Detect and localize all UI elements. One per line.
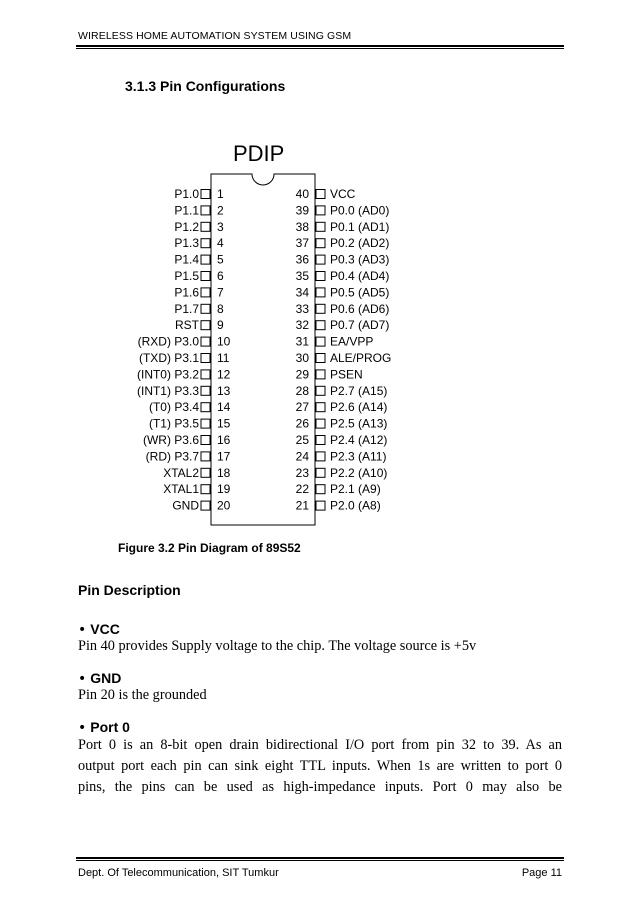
pin-lead [316, 386, 325, 395]
pin-number: 16 [217, 433, 231, 447]
pin-lead [316, 190, 325, 199]
pin-label: P0.7 (AD7) [330, 318, 390, 333]
pin-number: 20 [217, 498, 231, 513]
pin-lead [201, 255, 210, 264]
pin-number: 31 [295, 334, 309, 349]
pin-lead [316, 239, 325, 248]
pin-label: P0.1 (AD1) [330, 219, 390, 234]
pin-number: 19 [217, 482, 231, 497]
pin-lead [316, 288, 325, 297]
footer [78, 867, 562, 879]
pin-label: VCC [330, 187, 356, 201]
pin-lead [316, 452, 325, 461]
pin-label: P0.3 (AD3) [330, 252, 390, 267]
pin-number: 32 [295, 318, 309, 333]
bullet-icon: • [78, 671, 87, 687]
pin-label: XTAL1 [163, 482, 199, 497]
pin-number: 38 [295, 219, 309, 234]
pin-number: 17 [217, 449, 231, 464]
pin-label: P2.1 (A9) [330, 482, 381, 497]
pin-number: 36 [295, 252, 309, 267]
pin-lead [316, 206, 325, 215]
pin-lead [201, 337, 210, 346]
pin-number: 24 [295, 449, 309, 464]
pin-number: 28 [295, 383, 309, 398]
pin-label: (T0) P3.4 [148, 400, 199, 415]
pin-number: 39 [295, 203, 309, 218]
pin-label: P1.5 [174, 269, 199, 283]
pin-number: 12 [217, 367, 231, 382]
pin-lead [201, 485, 210, 494]
pin-label: PSEN [330, 367, 363, 382]
pin-label: XTAL2 [163, 465, 199, 480]
pin-lead [201, 419, 210, 428]
pin-label: P0.5 (AD5) [330, 285, 390, 300]
pin-label: P2.2 (A10) [330, 465, 388, 480]
pin-number: 6 [217, 269, 224, 283]
pin-number: 27 [295, 400, 309, 415]
pin-lead [316, 337, 325, 346]
pin-lead [316, 468, 325, 477]
pin-number: 34 [295, 285, 309, 300]
pin-lead [201, 452, 210, 461]
pin-lead [201, 206, 210, 215]
pin-number: 1 [217, 187, 224, 201]
pin-number: 15 [217, 416, 231, 431]
pin-label: P0.2 (AD2) [330, 236, 390, 251]
pin-lead [201, 272, 210, 281]
vcc-text: Pin 40 provides Supply voltage to the chip. The voltage source is +5v [78, 638, 477, 654]
section-title: 3.1.3 Pin Configurations [125, 78, 286, 94]
port0-text-line-1: Port 0 is an 8-bit open drain bidirectional I/O port from pin 32 to 39. As an [78, 737, 562, 753]
pin-label: GND [172, 498, 199, 513]
pin-lead [316, 255, 325, 264]
pin-label: (T1) P3.5 [148, 416, 199, 431]
bullet-icon: • [78, 720, 87, 736]
pin-number: 3 [217, 219, 224, 234]
pin-number: 5 [217, 252, 224, 267]
pin-label: RST [175, 318, 199, 333]
pin-lead [316, 222, 325, 231]
pin-lead [201, 222, 210, 231]
pin-label: P2.7 (A15) [330, 383, 388, 398]
pin-label: ALE/PROG [330, 351, 392, 365]
pin-description-title: Pin Description [78, 582, 181, 598]
right-pin-column [296, 187, 392, 513]
pin-lead [316, 370, 325, 379]
pin-label: P1.6 [174, 285, 199, 300]
pin-number: 30 [295, 351, 309, 365]
pin-lead [316, 304, 325, 313]
running-header: WIRELESS HOME AUTOMATION SYSTEM USING GSM [78, 30, 352, 42]
pin-lead [316, 403, 325, 412]
pin-label: (RXD) P3.0 [137, 334, 199, 349]
pin-lead [316, 436, 325, 445]
pin-number: 22 [295, 482, 309, 497]
gnd-text: Pin 20 is the grounded [78, 687, 207, 703]
pin-number: 40 [295, 187, 309, 201]
footer-rule-thin [76, 860, 564, 861]
pin-number: 14 [217, 400, 231, 415]
pin-lead [201, 190, 210, 199]
pin-lead [201, 386, 210, 395]
pin-label: P1.1 [174, 203, 199, 218]
pin-lead [316, 419, 325, 428]
pin-label: P2.0 (A8) [330, 498, 381, 513]
pin-label: P1.4 [174, 252, 199, 267]
pin-number: 33 [295, 301, 309, 316]
pin-lead [201, 501, 210, 510]
pin-label: (INT1) P3.3 [136, 383, 199, 398]
pin-number: 13 [217, 383, 231, 398]
pin-lead [201, 468, 210, 477]
bullet-icon: • [78, 622, 87, 638]
figure-caption: Figure 3.2 Pin Diagram of 89S52 [118, 541, 301, 555]
pin-label: P2.6 (A14) [330, 400, 388, 415]
pin-number: 8 [217, 301, 224, 316]
package-label: PDIP [233, 141, 285, 166]
pin-lead [201, 239, 210, 248]
pin-label: P2.3 (A11) [330, 449, 387, 464]
pin-lead [316, 354, 325, 363]
pin-label: EA/VPP [330, 334, 374, 349]
pin-label: P2.5 (A13) [330, 416, 388, 431]
port0-text-line-3: pins, the pins can be used as high-impedance inputs. Port 0 may also be [78, 779, 562, 795]
pin-number: 26 [295, 416, 309, 431]
pin-number: 29 [295, 367, 309, 382]
gnd-heading: • GND [78, 670, 122, 687]
pin-number: 2 [217, 203, 224, 218]
pin-label: P1.7 [174, 301, 199, 316]
pin-lead [316, 272, 325, 281]
pin-number: 4 [217, 236, 224, 251]
pin-lead [201, 321, 210, 330]
pin-lead [201, 436, 210, 445]
pin-label: (INT0) P3.2 [136, 367, 199, 382]
pin-number: 11 [217, 351, 230, 365]
pin-lead [316, 485, 325, 494]
pin-number: 7 [217, 285, 224, 300]
vcc-heading: • VCC [78, 621, 120, 638]
left-pin-column [137, 187, 231, 513]
port0-heading: • Port 0 [78, 719, 130, 736]
pin-number: 18 [217, 465, 231, 480]
port0-text-line-2: output port each pin can sink eight TTL inputs. When 1s are written to port 0 [78, 758, 562, 774]
pin-number: 10 [217, 334, 231, 349]
pin-label: P1.0 [174, 187, 199, 201]
pin-number: 25 [295, 433, 309, 447]
pin-number: 23 [295, 465, 309, 480]
pin-label: P1.2 [174, 219, 199, 234]
pin-lead [201, 288, 210, 297]
pin-label: P2.4 (A12) [330, 433, 388, 447]
pin-lead [316, 321, 325, 330]
page-number: Page 11 [521, 867, 562, 879]
pin-lead [201, 403, 210, 412]
pin-number: 35 [295, 269, 309, 283]
pin-label: P1.3 [174, 236, 199, 251]
pin-lead [201, 370, 210, 379]
pin-lead [201, 354, 210, 363]
pin-lead [201, 304, 210, 313]
pin-number: 9 [217, 318, 224, 333]
pin-label: P0.0 (AD0) [330, 203, 390, 218]
footer-department: Dept. Of Telecommunication, SIT Tumkur [78, 867, 279, 879]
pin-label: (RD) P3.7 [145, 449, 199, 464]
pin-number: 21 [295, 498, 309, 513]
pin-label: P0.4 (AD4) [330, 269, 390, 283]
pin-label: P0.6 (AD6) [330, 301, 390, 316]
pin-number: 37 [295, 236, 309, 251]
pin-label: (WR) P3.6 [142, 433, 199, 447]
footer-rule [76, 857, 564, 859]
pin-lead [316, 501, 325, 510]
pin-label: (TXD) P3.1 [138, 351, 199, 365]
